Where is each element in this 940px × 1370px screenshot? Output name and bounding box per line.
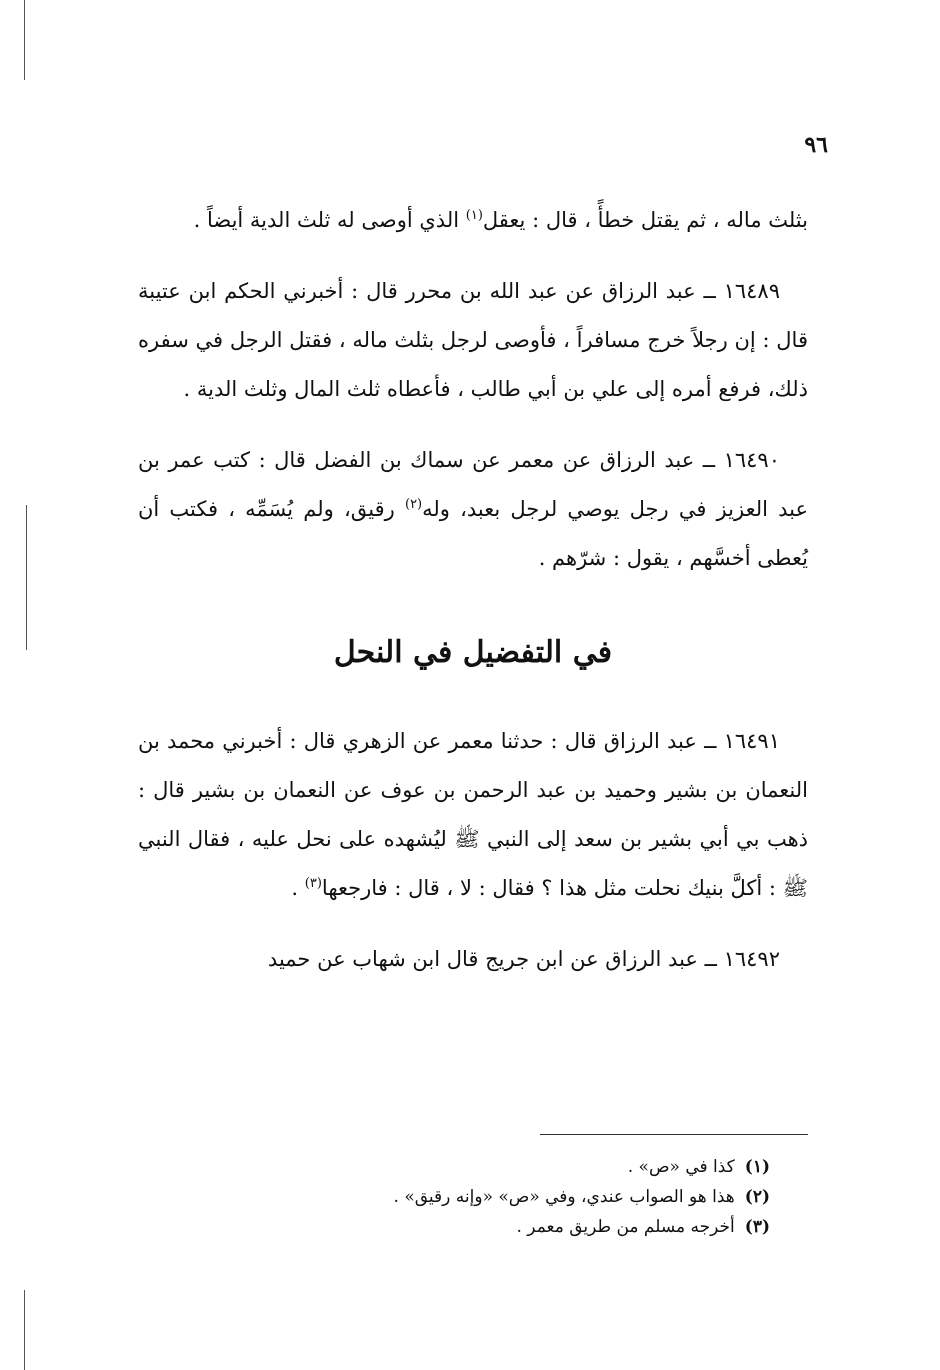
footnote-3: [200, 1212, 770, 1242]
hadith-16490: [138, 436, 808, 583]
footnote-ref-1: (١): [465, 208, 483, 223]
page-edge-line-upper: [26, 505, 27, 650]
page-number: ٩٦: [804, 132, 828, 158]
hadith-16491: [138, 717, 808, 913]
paragraph-text: الذي أوصى له ثلث الدية أيضاً .: [193, 208, 466, 232]
footnote-text: هذا هو الصواب عندي، وفي «ص» «وإنه رقيق» .: [393, 1187, 735, 1207]
paragraph-text: ١٦٤٩١ ــ عبد الرزاق قال : حدثنا معمر عن الزهري قال : أخبرني محمد بن النعمان بن بشير وحميد بن عبد الرحمن بن عوف عن النعمان بن بشير قال : ذهب بي أبي بشير بن سعد إلى النبي ﷺ ليُشهده على نحل عليه ، فقال النبي ﷺ : أكلَّ بنيك نحلت مثل هذا ؟ فقال : لا ، قال : فارجعها: [138, 729, 808, 900]
footnote-text: أخرجه مسلم من طريق معمر .: [516, 1217, 735, 1237]
paragraph-text: ١٦٤٨٩ ــ عبد الرزاق عن عبد الله بن محرر قال : أخبرني الحكم ابن عتيبة قال : إن رجلاً خرج مسافراً ، فأوصى لرجل بثلث ماله ، فقتل الرجل في سفره ذلك، فرفع أمره إلى علي بن أبي طالب ، فأعطاه ثلث المال وثلث الدية .: [138, 279, 808, 401]
footnote-number: (٢): [744, 1187, 770, 1207]
hadith-16492: [138, 935, 808, 984]
footnote-text: كذا في «ص» .: [627, 1157, 735, 1177]
main-text: [138, 196, 808, 1006]
footnote-ref-3: (٣): [304, 876, 322, 891]
paragraph-text: رقيق، ولم يُسَمِّه ، فكتب أن يُعطى أخسَّهم ، يقول : شرّهم .: [138, 497, 808, 570]
footnote-divider: [540, 1134, 808, 1135]
footnotes: [200, 1152, 770, 1242]
paragraph-continuation: [138, 196, 808, 245]
paragraph-text: ١٦٤٩٠ ــ عبد الرزاق عن معمر عن سماك بن الفضل قال : كتب عمر بن عبد العزيز في رجل يوصي لرجل بعبد، وله: [138, 448, 808, 521]
footnote-1: [200, 1152, 770, 1182]
paragraph-text: .: [291, 876, 305, 900]
footnote-number: (٣): [744, 1217, 770, 1237]
paragraph-text: بثلث ماله ، ثم يقتل خطأً ، قال : يعقل: [482, 208, 808, 232]
footnote-number: (١): [744, 1157, 770, 1177]
page-edge-line-lower: [24, 1290, 25, 1370]
footnote-ref-2: (٢): [404, 497, 423, 512]
hadith-16489: [138, 267, 808, 414]
page-edge-line-top: [24, 0, 25, 80]
section-heading: في التفضيل في النحل: [333, 635, 613, 670]
paragraph-text: ١٦٤٩٢ ــ عبد الرزاق عن ابن جريج قال ابن شهاب عن حميد: [267, 947, 780, 971]
footnote-2: [200, 1182, 770, 1212]
